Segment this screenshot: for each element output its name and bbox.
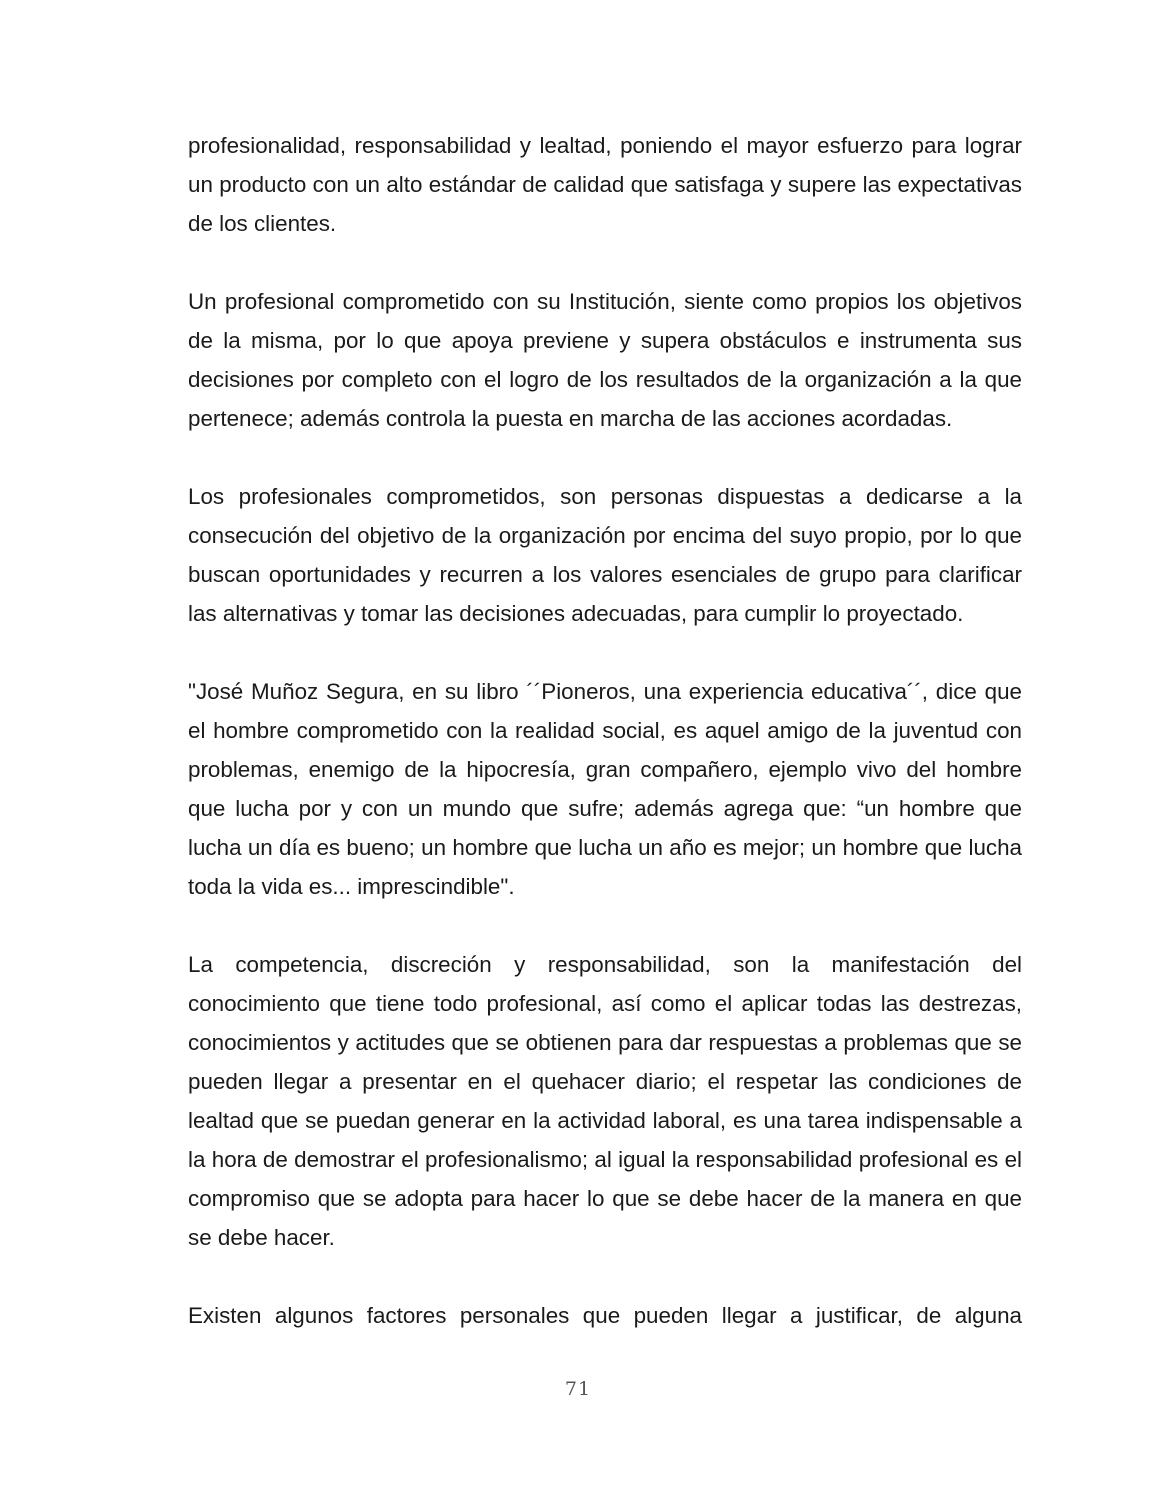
paragraph-6: Existen algunos factores personales que pueden llegar a justificar, de alguna bbox=[188, 1303, 1022, 1328]
paragraph-3: Los profesionales comprometidos, son personas dispuestas a dedicarse a la consecución del objetivo de la organización por encima del suyo propio, por lo que buscan oportunidades y recurren a los valores esenciales de grupo para clarificar las alternativas y tomar las decisiones adecuadas, para cumplir lo proyectado. bbox=[188, 484, 1022, 626]
paragraph-1: profesionalidad, responsabilidad y lealtad, poniendo el mayor esfuerzo para lograr un producto con un alto estándar de calidad que satisfaga y supere las expectativas de los clientes. bbox=[188, 133, 1022, 236]
page-number: 71 bbox=[564, 1378, 592, 1400]
paragraph-5: La competencia, discreción y responsabilidad, son la manifestación del conocimiento que tiene todo profesional, así como el aplicar todas las destrezas, conocimientos y actitudes que se obtienen para dar respuestas a problemas que se pueden llegar a presentar en el quehacer diario; el respetar las condiciones de lealtad que se puedan generar en la actividad laboral, es una tarea indispensable a la hora de demostrar el profesionalismo; al igual la responsabilidad profesional es el compromiso que se adopta para hacer lo que se debe hacer de la manera en que se debe hacer. bbox=[188, 952, 1022, 1250]
paragraph-4: "José Muñoz Segura, en su libro ´´Pioneros, una experiencia educativa´´, dice que el hombre comprometido con la realidad social, es aquel amigo de la juventud con problemas, enemigo de la hipocresía, gran compañero, ejemplo vivo del hombre que lucha por y con un mundo que sufre; además agrega que: “un hombre que lucha un día es bueno; un hombre que lucha un año es mejor; un hombre que lucha toda la vida es... imprescindible". bbox=[188, 679, 1022, 899]
paragraph-2: Un profesional comprometido con su Institución, siente como propios los objetivos de la misma, por lo que apoya previene y supera obstáculos e instrumenta sus decisiones por completo con el logro de los resultados de la organización a la que pertenece; además controla la puesta en marcha de las acciones acordadas. bbox=[188, 289, 1022, 431]
body-text bbox=[188, 126, 1022, 1374]
